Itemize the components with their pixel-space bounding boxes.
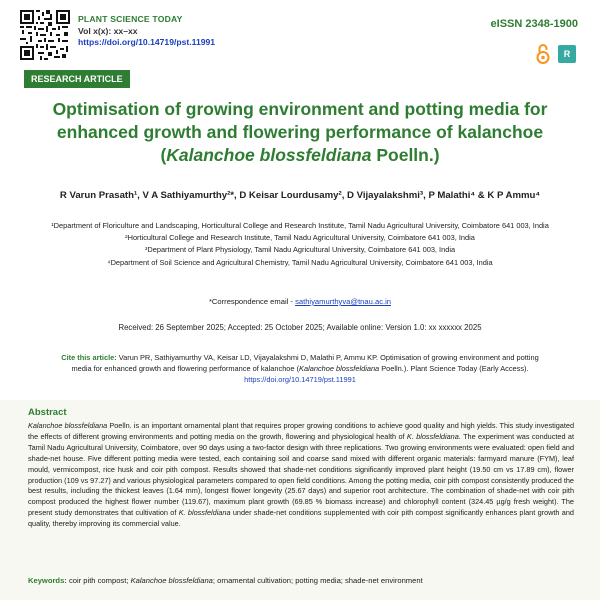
journal-info <box>78 14 215 49</box>
keywords-text-a: coir pith compost; <box>66 576 131 585</box>
affiliation-3: ³Department of Plant Physiology, Tamil Nadu Agricultural University, Coimbatore 641 003, India <box>144 245 456 255</box>
correspondence-email[interactable]: sathiyamurthyva@tnau.ac.in <box>295 297 392 306</box>
author-list: R Varun Prasath¹, V A Sathiyamurthy²*, D Keisar Lourdusamy², D Vijayalakshmi³, P Malathi⁴ & K P Ammu⁴ <box>59 190 541 201</box>
title-line-2: enhanced growth and flowering performance of kalanchoe <box>56 122 544 142</box>
affiliation-1: ¹Department of Floriculture and Landscaping, Horticultural College and Research Institute, Tamil Nadu Agricultural University, Coimbatore 641 003, India <box>51 221 549 230</box>
abstract-part-3: under shade-net conditions supplemented with coir pith compost significantly enhances plant growth and quality, thereby improving its commercial value. <box>28 508 574 529</box>
article-dates: Received: 26 September 2025; Accepted: 25 October 2025; Available online: Version 1.0: xx xxxxxx 2025 <box>118 323 482 332</box>
keywords-species: Kalanchoe blossfeldiana <box>130 576 213 585</box>
doi-link[interactable]: https://doi.org/10.14719/pst.11991 <box>78 37 216 47</box>
title-line-1: Optimisation of growing environment and potting media for <box>52 99 548 119</box>
abstract-part-2: . The experiment was conducted at Tamil Nadu Agricultural University, Coimbatore, over 90 days using a two-factor design with three replications. Two growing environments were evaluated: open field and shade-net house. Five different potting media were tested, each containing soil and coarse sand mixed with different organic materials: farmyard manure (FYM), leaf mould, vermicompost, rice husk and coir pith compost. Results showed that shade-net conditions significantly improved plant height (19.50 cm vs 17.89 cm), flower production (109 vs 97.27) and various physiological parameters compared to open field conditions. Among the potting media, coir pith compost consistently produced the best results, including the thickest leaves (1.64 mm), longest flower longevity (25.67 days) and superior root architecture. The combination of shade-net with coir pith compost produced the highest flower number (119.67), maximum plant growth (69.85 % biomass increase) and chlorophyll content (324.45 µg/g fresh weight). The present study demonstrates that cultivation of <box>28 431 574 518</box>
abstract-part-1: Poelln. is an important ornamental plant that requires proper growing conditions to achieve good quality and high yields. This study investigated the effects of different growing environments and potting media on the growth, flowering and physiological health of <box>28 421 574 441</box>
citation-block <box>60 352 540 385</box>
title-authority: Poelln.) <box>371 145 440 165</box>
title-species: Kalanchoe blossfeldiana <box>166 145 372 165</box>
abstract-species: Kalanchoe blossfeldiana <box>28 421 108 430</box>
open-access-icon[interactable] <box>536 43 550 65</box>
citation-label: Cite this article: <box>61 353 117 362</box>
researchgate-icon[interactable]: R <box>558 45 576 63</box>
article-type-badge: RESEARCH ARTICLE <box>24 70 130 88</box>
correspondence-label: *Correspondence email - <box>208 297 296 306</box>
citation-text-a: Varun PR, Sathiyamurthy VA, Keisar LD, Vijayalakshmi D, Malathi P, Ammu KP. Optimisation of growing environment and potting media for enhanced growth and flowering performance of kalanchoe ( <box>71 353 539 373</box>
title-paren: ( <box>160 145 167 165</box>
article-title <box>20 98 580 167</box>
keywords-text-b: ; ornamental cultivation; potting media; shade-net environment <box>212 576 423 585</box>
citation-text-b: Poelln.). Plant Science Today (Early Access). <box>379 364 529 373</box>
affiliations <box>30 220 570 269</box>
keywords <box>28 576 574 585</box>
abstract-body <box>28 421 574 530</box>
journal-name: PLANT SCIENCE TODAY <box>78 14 183 24</box>
affiliation-2: ²Horticultural College and Research Institute, Tamil Nadu Agricultural University, Coimbatore 641 003, India <box>125 233 475 243</box>
correspondence <box>20 297 580 306</box>
journal-volume: Vol x(x): xx–xx <box>78 25 138 36</box>
title-line-3 <box>20 144 580 167</box>
keywords-label: Keywords: <box>28 576 67 585</box>
citation-doi[interactable]: https://doi.org/10.14719/pst.11991 <box>244 375 356 384</box>
abstract-heading: Abstract <box>28 407 67 418</box>
qr-code-icon <box>20 10 70 60</box>
citation-species: Kalanchoe blossfeldiana <box>299 364 380 373</box>
abstract-species-short: K. blossfeldiana <box>406 431 459 441</box>
eissn-label: eISSN 2348-1900 <box>490 18 578 30</box>
affiliation-4: ⁴Department of Soil Science and Agricultural Chemistry, Tamil Nadu Agricultural University, Coimbatore 641 003, India <box>107 257 493 267</box>
abstract-species-short-2: K. blossfeldiana <box>178 508 231 518</box>
